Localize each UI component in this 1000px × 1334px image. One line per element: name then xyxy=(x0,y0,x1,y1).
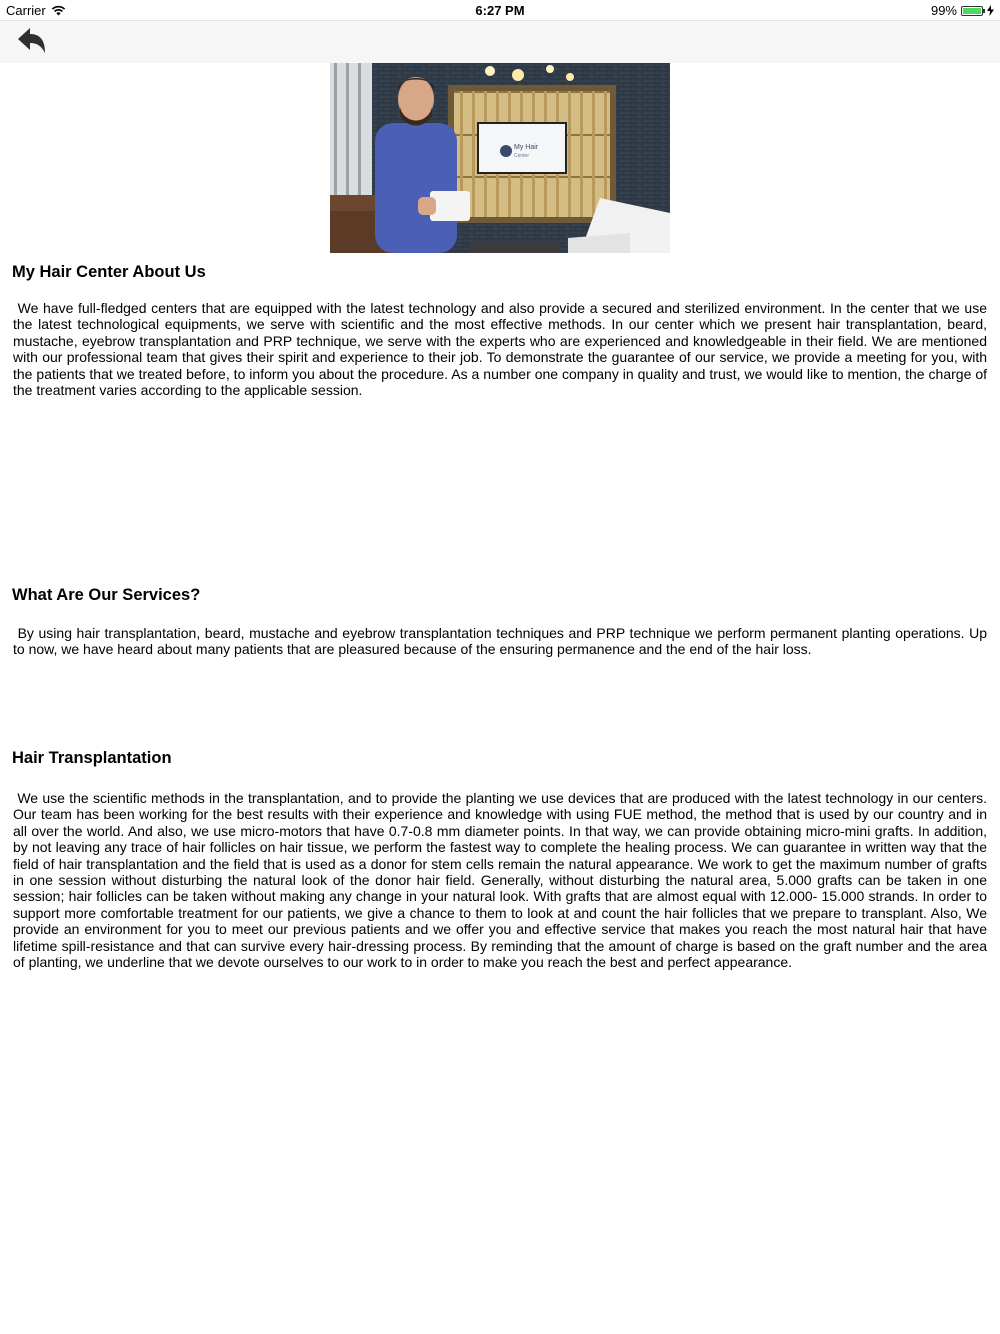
section-body-about: We have full-fledged centers that are equipped with the latest technology and also provide a secured and sterilized environment. In the center that we use the latest technological equipments, we serve with scientific and the most effective methods. In our center which we present hair transplantation, beard, mustache, eyebrow transplantation and PRP technique, we serve with the experts who are experienced and knowledgeable in their field. We are mentioned with our professional team that gives their spirit and experience to their job. To demonstrate the guarantee of our service, we provide a meeting for you, with the patients that we treated before, to inform you about the procedure. As a number one company in quality and trust, we would like to mention, the charge of the treatment varies according to the applicable session. xyxy=(13,300,991,399)
battery-level-fill xyxy=(963,8,981,14)
carrier-label: Carrier xyxy=(6,3,46,18)
back-button[interactable] xyxy=(14,25,50,59)
navigation-bar xyxy=(0,20,1000,63)
reply-arrow-icon xyxy=(14,25,50,59)
battery-icon xyxy=(961,6,983,16)
charging-bolt-icon xyxy=(987,5,994,16)
section-body-services: By using hair transplantation, beard, mustache and eyebrow transplantation techniques and PRP technique we perform permanent planting operations. Up to now, we have heard about many patients that are pleasured because of the ensuring permanence and the end of the hair loss. xyxy=(13,625,991,658)
section-title-about: My Hair Center About Us xyxy=(12,263,206,281)
status-bar xyxy=(0,0,1000,20)
section-body-hair-transplantation: We use the scientific methods in the transplantation, and to provide the planting we use devices that are produced with the latest technology in our centers. Our team has been working for the best results with their experience and knowledge with using FUE method, the method that is used by our country and in all over the world. And also, we use micro-motors that have 0.7-0.8 mm diameter points. In that way, we can provide obtaining micro-mini grafts. In addition, by not leaving any trace of hair follicles on hair tissue, we perform the fastest way to complete the healing process. We can guarantee in written way that the field of hair transplantation and the field that is used as a donor for stem cells remain the natural appearance. We work to get the maximum number of grafts in one session without disturbing the natural look of the donor hair field. Generally, without disturbing the natural area, 5.000 grafts can be taken in one session; hair follicles can be taken without making any change in your natural look. With grafts that are almost equal with 12.000- 15.000 strands. In order to support more comfortable treatment for our patients, we give a chance to them to look at and count the hair follicles that we prepare to transplant. Also, We provide an environment for you to meet our previous patients and we offer you and effective service that makes you reach the most natural hair that have lifetime spill-resistance and that can survive every hair-dressing process. By reminding that the amount of charge is based on the graft number and the area of planting, we underline that we devote ourselves to our work to in order to make you reach the best and perfect appearance. xyxy=(13,790,991,971)
section-title-services: What Are Our Services? xyxy=(12,586,201,604)
hero-image xyxy=(330,63,670,253)
clinic-photo xyxy=(330,63,670,253)
status-right xyxy=(931,3,994,18)
logo-text-line1: My Hair xyxy=(514,144,539,151)
status-time: 6:27 PM xyxy=(475,3,525,18)
logo-text-line2: Center xyxy=(514,153,530,159)
battery-percent: 99% xyxy=(930,3,957,18)
section-title-hair-transplantation: Hair Transplantation xyxy=(12,749,172,767)
